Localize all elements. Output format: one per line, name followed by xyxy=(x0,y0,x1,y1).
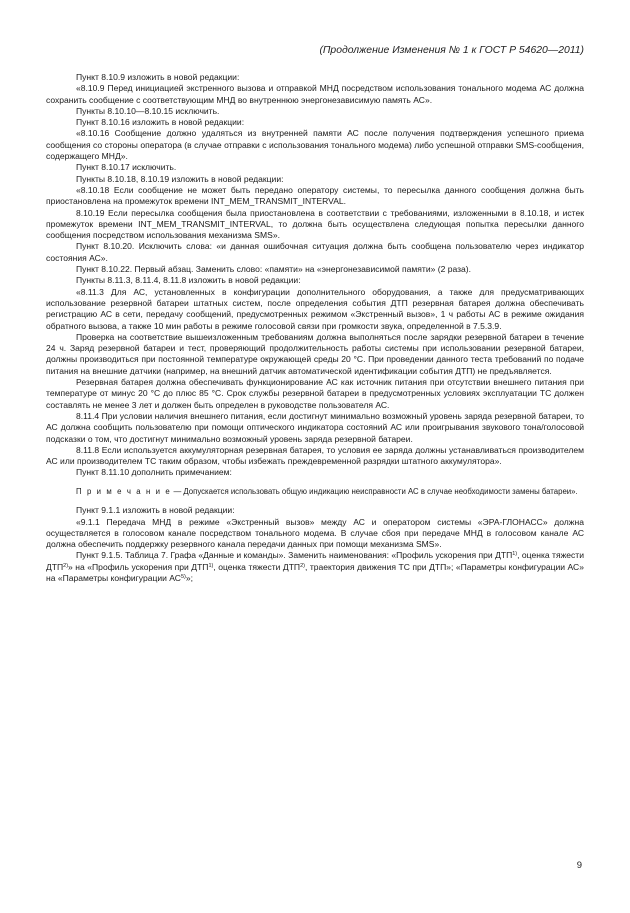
paragraph: «8.11.3 Для АС, установленных в конфигурации дополнительного оборудования, а также для предусматривающих использование резервной батареи штатных систем, после определения события ДТП резервная батарея должна обеспечивать регистрацию АС в сети, передачу сообщений, предусмотренных режимом «Экстренный вызов», 1 ч работы АС в режиме ожидания обратного вызова, а также 10 мин работы в режиме голосовой связи при громкости звука, определенной в 7.5.3.9. xyxy=(46,286,584,331)
paragraph: 8.11.8 Если используется аккумуляторная резервная батарея, то условия ее заряда должны устанавливаться производителем АС или производителем ТС таким образом, чтобы избежать преждевременной разрядки штатного аккумулятора». xyxy=(46,444,584,467)
footnote-ref: 1) xyxy=(208,562,214,569)
text-run: , оценка тяжести ДТП xyxy=(46,550,584,572)
paragraph: Пункты 8.10.18, 8.10.19 изложить в новой редакции: xyxy=(76,173,284,184)
paragraph: Пункт 8.10.9 изложить в новой редакции: xyxy=(76,72,240,82)
footnote-ref: 1) xyxy=(512,551,518,558)
note-label: П р и м е ч а н и е xyxy=(76,486,172,496)
note-text: — Допускается использовать общую индикацию неисправности АС в случае необходимости замены батареи». xyxy=(171,486,578,496)
paragraph: Пункты 8.11.3, 8.11.4, 8.11.8 изложить в новой редакции: xyxy=(76,275,301,286)
text-run: Пункт 9.1.5. Таблица 7. Графа «Данные и команды». Заменить наименования: «Профиль ускорения при ДТП xyxy=(76,550,513,561)
text-run: » на «Профиль ускорения при ДТП xyxy=(68,561,209,572)
paragraph: «9.1.1 Передача МНД в режиме «Экстренный вызов» между АС и оператором системы «ЭРА-ГЛОНАСС» должна осуществляется в голосовом канале посредством тонального модема. В случае сбоя при передаче МНД в голосовом канале АС должна обеспечить поддержку резервного канала передачи данных при помощи механизма SMS». xyxy=(46,516,584,550)
paragraph: Пункт 8.10.20. Исключить слова: «и данная ошибочная ситуация должна быть сообщена пользователю через индикатор состояния АС». xyxy=(46,241,584,263)
paragraph: Пункты 8.10.10—8.10.15 исключить. xyxy=(76,105,220,116)
text-run: »; xyxy=(185,573,193,584)
footnote-ref: 2) xyxy=(300,562,305,569)
paragraph: «8.10.16 Сообщение должно удаляться из внутренней памяти АС после получения подтверждения успешного приема сообщения со стороны оператора (в случае отправки с использования тонального модема) либо успешной отправки SMS-сообщения, содержащего МНД». xyxy=(46,128,584,162)
paragraph: 8.11.4 При условии наличия внешнего питания, если достигнут минимально возможный уровень заряда резервной батареи, то АС должна сообщить пользователю при помощи оптического индикатора состояний АС или проигрывания звукового тона/голосовой подсказки о том, что достигнут минимально возможный уровень заряда резервной батареи. xyxy=(46,410,584,444)
paragraph: Пункт 8.10.16 изложить в новой редакции: xyxy=(76,117,245,128)
document-body xyxy=(46,72,584,584)
paragraph: «8.10.9 Перед инициацией экстренного вызова и отправкой МНД посредством использования тонального модема АС должна сохранить сообщение с соответствующим МНД во внутреннюю энергонезависимую память АС». xyxy=(46,83,584,105)
paragraph-table-change xyxy=(46,550,584,584)
note xyxy=(46,487,584,498)
paragraph: Проверка на соответствие вышеизложенным требованиям должна выполняться после зарядки резервной батареи в течение 24 ч. Заряд резервной батареи и тест, проверяющий продолжительность работы системы при использовании резервной батареи, должны производиться при постоянной температуре окружающей среды 20 °С. При проведении данного теста требований по подаче питания на внешние датчики (например, на внешний датчик автоматической идентификации события ДТП) не предъявляется. xyxy=(46,331,584,376)
text-run: , траектория движения ТС при ДТП»; «Параметры конфигурации АС» на «Параметры конфигурации АС xyxy=(46,561,584,584)
paragraph: Резервная батарея должна обеспечивать функционирование АС как источник питания при отсутствии внешнего питания при температуре от минус 20 °С до плюс 85 °С. Срок службы резервной батареи в предусмотренных условиях эксплуатации ТС должен составлять не менее 3 лет и должен быть определен в руководстве пользователя АС. xyxy=(46,377,584,410)
paragraph: 8.10.19 Если пересылка сообщения была приостановлена в соответствии с требованиями, изложенными в 8.10.18, и истек промежуток времени INT_MEM_TRANSMIT_INTERVAL, то должна быть осуществлена следующая попытка пересылки данного сообщения посредством использования механизма SMS». xyxy=(46,207,584,241)
running-header: (Продолжение Изменения № 1 к ГОСТ Р 54620—2011) xyxy=(319,45,584,56)
paragraph: «8.10.18 Если сообщение не может быть передано оператору системы, то пересылка данного сообщения должна быть приостановлена на промежуток времени INT_MEM_TRANSMIT_INTERVAL. xyxy=(46,184,584,207)
paragraph: Пункт 8.10.17 исключить. xyxy=(76,162,177,173)
paragraph: Пункт 8.10.22. Первый абзац. Заменить слово: «памяти» на «энергонезависимой памяти» (2 раза). xyxy=(76,264,472,275)
footnote-ref: 5) xyxy=(180,574,186,581)
footnote-ref: 2) xyxy=(63,562,69,569)
page-number: 9 xyxy=(576,860,582,871)
text-run: , оценка тяжести ДТП xyxy=(213,561,301,572)
paragraph: Пункт 8.11.10 дополнить примечанием: xyxy=(76,467,232,478)
paragraph: Пункт 9.1.1 изложить в новой редакции: xyxy=(76,505,235,516)
